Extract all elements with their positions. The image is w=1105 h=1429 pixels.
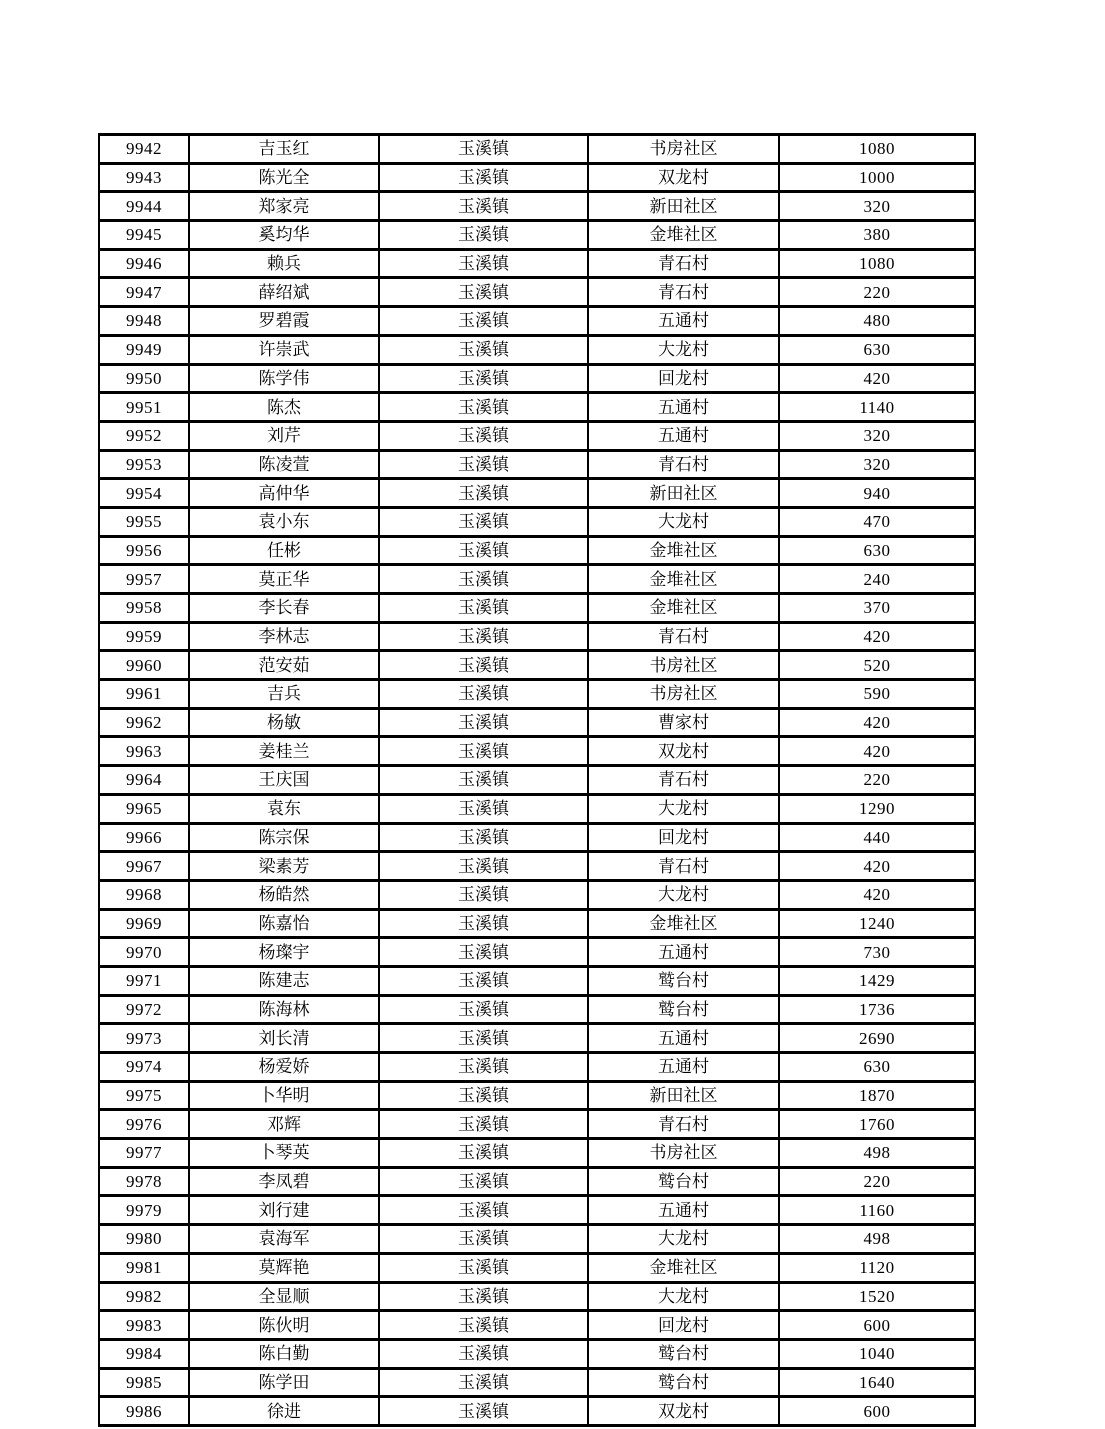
cell-town: 玉溪镇 — [379, 1024, 588, 1053]
cell-person_name: 卜琴英 — [189, 1139, 379, 1168]
cell-person_name: 徐进 — [189, 1397, 379, 1426]
table-row — [99, 1024, 975, 1053]
table-row — [99, 192, 975, 221]
cell-village: 大龙村 — [588, 507, 779, 536]
cell-town: 玉溪镇 — [379, 794, 588, 823]
cell-amount: 470 — [779, 507, 975, 536]
cell-person_name: 梁素芳 — [189, 852, 379, 881]
cell-amount: 240 — [779, 565, 975, 594]
table-row — [99, 1139, 975, 1168]
cell-amount: 420 — [779, 880, 975, 909]
cell-amount: 520 — [779, 651, 975, 680]
cell-person_name: 莫正华 — [189, 565, 379, 594]
cell-serial_number: 9981 — [99, 1253, 189, 1282]
cell-serial_number: 9977 — [99, 1139, 189, 1168]
table-row — [99, 880, 975, 909]
cell-town: 玉溪镇 — [379, 622, 588, 651]
cell-person_name: 陈杰 — [189, 393, 379, 422]
cell-village: 五通村 — [588, 1024, 779, 1053]
cell-amount: 600 — [779, 1311, 975, 1340]
cell-village: 书房社区 — [588, 651, 779, 680]
table-row — [99, 307, 975, 336]
cell-town: 玉溪镇 — [379, 479, 588, 508]
cell-village: 回龙村 — [588, 364, 779, 393]
cell-person_name: 郑家亮 — [189, 192, 379, 221]
cell-town: 玉溪镇 — [379, 1311, 588, 1340]
cell-amount: 1080 — [779, 135, 975, 164]
table-row — [99, 966, 975, 995]
cell-person_name: 袁海军 — [189, 1225, 379, 1254]
table-row — [99, 1167, 975, 1196]
table-row — [99, 794, 975, 823]
cell-serial_number: 9959 — [99, 622, 189, 651]
cell-town: 玉溪镇 — [379, 651, 588, 680]
cell-person_name: 王庆国 — [189, 766, 379, 795]
cell-amount: 420 — [779, 852, 975, 881]
cell-serial_number: 9986 — [99, 1397, 189, 1426]
cell-serial_number: 9970 — [99, 938, 189, 967]
cell-town: 玉溪镇 — [379, 1167, 588, 1196]
cell-person_name: 杨皓然 — [189, 880, 379, 909]
cell-amount: 320 — [779, 192, 975, 221]
cell-person_name: 许崇武 — [189, 335, 379, 364]
cell-village: 青石村 — [588, 622, 779, 651]
cell-town: 玉溪镇 — [379, 737, 588, 766]
cell-village: 书房社区 — [588, 1139, 779, 1168]
table-body — [99, 135, 975, 1426]
cell-town: 玉溪镇 — [379, 966, 588, 995]
cell-village: 金堆社区 — [588, 221, 779, 250]
cell-person_name: 罗碧霞 — [189, 307, 379, 336]
cell-amount: 1520 — [779, 1282, 975, 1311]
cell-town: 玉溪镇 — [379, 852, 588, 881]
cell-serial_number: 9963 — [99, 737, 189, 766]
cell-village: 五通村 — [588, 1053, 779, 1082]
table-row — [99, 450, 975, 479]
cell-town: 玉溪镇 — [379, 680, 588, 709]
cell-amount: 1080 — [779, 249, 975, 278]
cell-village: 金堆社区 — [588, 536, 779, 565]
cell-town: 玉溪镇 — [379, 565, 588, 594]
table-row — [99, 823, 975, 852]
cell-person_name: 范安茹 — [189, 651, 379, 680]
cell-person_name: 陈凌萱 — [189, 450, 379, 479]
cell-person_name: 陈白勤 — [189, 1339, 379, 1368]
cell-serial_number: 9955 — [99, 507, 189, 536]
cell-town: 玉溪镇 — [379, 421, 588, 450]
cell-village: 大龙村 — [588, 880, 779, 909]
cell-amount: 420 — [779, 364, 975, 393]
cell-village: 青石村 — [588, 249, 779, 278]
table-row — [99, 393, 975, 422]
table-row — [99, 135, 975, 164]
cell-person_name: 刘行建 — [189, 1196, 379, 1225]
cell-person_name: 陈学伟 — [189, 364, 379, 393]
table-row — [99, 421, 975, 450]
cell-serial_number: 9944 — [99, 192, 189, 221]
table-row — [99, 766, 975, 795]
cell-village: 双龙村 — [588, 163, 779, 192]
cell-town: 玉溪镇 — [379, 938, 588, 967]
cell-town: 玉溪镇 — [379, 278, 588, 307]
cell-serial_number: 9980 — [99, 1225, 189, 1254]
cell-serial_number: 9979 — [99, 1196, 189, 1225]
cell-amount: 1240 — [779, 909, 975, 938]
cell-town: 玉溪镇 — [379, 1053, 588, 1082]
cell-amount: 1429 — [779, 966, 975, 995]
cell-person_name: 陈海林 — [189, 995, 379, 1024]
table-row — [99, 1311, 975, 1340]
cell-village: 金堆社区 — [588, 565, 779, 594]
cell-person_name: 薛绍斌 — [189, 278, 379, 307]
table-row — [99, 909, 975, 938]
cell-serial_number: 9954 — [99, 479, 189, 508]
cell-village: 大龙村 — [588, 1225, 779, 1254]
cell-serial_number: 9961 — [99, 680, 189, 709]
table-row — [99, 1253, 975, 1282]
cell-village: 金堆社区 — [588, 1253, 779, 1282]
cell-serial_number: 9951 — [99, 393, 189, 422]
cell-serial_number: 9953 — [99, 450, 189, 479]
table-row — [99, 1397, 975, 1426]
cell-town: 玉溪镇 — [379, 335, 588, 364]
cell-amount: 480 — [779, 307, 975, 336]
cell-person_name: 陈宗保 — [189, 823, 379, 852]
cell-serial_number: 9983 — [99, 1311, 189, 1340]
table-row — [99, 594, 975, 623]
cell-serial_number: 9971 — [99, 966, 189, 995]
cell-serial_number: 9950 — [99, 364, 189, 393]
table-row — [99, 364, 975, 393]
cell-serial_number: 9966 — [99, 823, 189, 852]
cell-amount: 630 — [779, 536, 975, 565]
cell-person_name: 姜桂兰 — [189, 737, 379, 766]
cell-serial_number: 9957 — [99, 565, 189, 594]
cell-person_name: 李长春 — [189, 594, 379, 623]
table-row — [99, 622, 975, 651]
cell-amount: 1640 — [779, 1368, 975, 1397]
cell-village: 鹫台村 — [588, 1339, 779, 1368]
cell-serial_number: 9956 — [99, 536, 189, 565]
cell-serial_number: 9974 — [99, 1053, 189, 1082]
cell-town: 玉溪镇 — [379, 1196, 588, 1225]
cell-town: 玉溪镇 — [379, 995, 588, 1024]
cell-serial_number: 9984 — [99, 1339, 189, 1368]
table-row — [99, 1282, 975, 1311]
table-row — [99, 1081, 975, 1110]
cell-town: 玉溪镇 — [379, 364, 588, 393]
cell-person_name: 李凤碧 — [189, 1167, 379, 1196]
table-row — [99, 651, 975, 680]
cell-town: 玉溪镇 — [379, 1139, 588, 1168]
cell-person_name: 陈嘉怡 — [189, 909, 379, 938]
cell-village: 鹫台村 — [588, 966, 779, 995]
cell-amount: 320 — [779, 450, 975, 479]
cell-town: 玉溪镇 — [379, 708, 588, 737]
cell-town: 玉溪镇 — [379, 909, 588, 938]
cell-town: 玉溪镇 — [379, 135, 588, 164]
cell-serial_number: 9949 — [99, 335, 189, 364]
cell-person_name: 奚均华 — [189, 221, 379, 250]
cell-town: 玉溪镇 — [379, 1110, 588, 1139]
cell-amount: 220 — [779, 1167, 975, 1196]
cell-person_name: 袁东 — [189, 794, 379, 823]
cell-person_name: 高仲华 — [189, 479, 379, 508]
cell-amount: 730 — [779, 938, 975, 967]
cell-amount: 420 — [779, 622, 975, 651]
cell-serial_number: 9947 — [99, 278, 189, 307]
cell-village: 金堆社区 — [588, 594, 779, 623]
cell-village: 新田社区 — [588, 1081, 779, 1110]
cell-village: 青石村 — [588, 852, 779, 881]
cell-town: 玉溪镇 — [379, 823, 588, 852]
table-row — [99, 1196, 975, 1225]
cell-person_name: 邓辉 — [189, 1110, 379, 1139]
cell-town: 玉溪镇 — [379, 594, 588, 623]
cell-serial_number: 9942 — [99, 135, 189, 164]
table-row — [99, 1225, 975, 1254]
cell-amount: 420 — [779, 708, 975, 737]
cell-amount: 1870 — [779, 1081, 975, 1110]
cell-amount: 498 — [779, 1225, 975, 1254]
cell-amount: 1160 — [779, 1196, 975, 1225]
table-row — [99, 335, 975, 364]
cell-village: 大龙村 — [588, 794, 779, 823]
cell-person_name: 吉兵 — [189, 680, 379, 709]
cell-town: 玉溪镇 — [379, 450, 588, 479]
table-row — [99, 852, 975, 881]
cell-town: 玉溪镇 — [379, 221, 588, 250]
cell-person_name: 莫辉艳 — [189, 1253, 379, 1282]
cell-person_name: 杨敏 — [189, 708, 379, 737]
table-row — [99, 536, 975, 565]
cell-village: 青石村 — [588, 450, 779, 479]
cell-village: 回龙村 — [588, 823, 779, 852]
cell-town: 玉溪镇 — [379, 307, 588, 336]
cell-amount: 370 — [779, 594, 975, 623]
cell-amount: 1120 — [779, 1253, 975, 1282]
cell-person_name: 李林志 — [189, 622, 379, 651]
cell-town: 玉溪镇 — [379, 1339, 588, 1368]
cell-person_name: 刘芹 — [189, 421, 379, 450]
cell-serial_number: 9972 — [99, 995, 189, 1024]
cell-amount: 1000 — [779, 163, 975, 192]
cell-person_name: 全显顺 — [189, 1282, 379, 1311]
cell-village: 鹫台村 — [588, 1368, 779, 1397]
cell-serial_number: 9946 — [99, 249, 189, 278]
cell-village: 新田社区 — [588, 479, 779, 508]
table-row — [99, 1110, 975, 1139]
cell-village: 青石村 — [588, 766, 779, 795]
table-row — [99, 680, 975, 709]
cell-amount: 420 — [779, 737, 975, 766]
cell-amount: 380 — [779, 221, 975, 250]
cell-village: 鹫台村 — [588, 1167, 779, 1196]
cell-person_name: 赖兵 — [189, 249, 379, 278]
cell-village: 曹家村 — [588, 708, 779, 737]
cell-amount: 940 — [779, 479, 975, 508]
cell-town: 玉溪镇 — [379, 1225, 588, 1254]
cell-serial_number: 9978 — [99, 1167, 189, 1196]
table-row — [99, 565, 975, 594]
cell-amount: 440 — [779, 823, 975, 852]
cell-village: 大龙村 — [588, 335, 779, 364]
table-row — [99, 737, 975, 766]
cell-amount: 630 — [779, 1053, 975, 1082]
cell-amount: 498 — [779, 1139, 975, 1168]
cell-town: 玉溪镇 — [379, 393, 588, 422]
cell-village: 五通村 — [588, 307, 779, 336]
cell-town: 玉溪镇 — [379, 1081, 588, 1110]
cell-village: 五通村 — [588, 938, 779, 967]
cell-amount: 600 — [779, 1397, 975, 1426]
cell-amount: 1736 — [779, 995, 975, 1024]
cell-person_name: 任彬 — [189, 536, 379, 565]
cell-amount: 220 — [779, 766, 975, 795]
cell-village: 新田社区 — [588, 192, 779, 221]
cell-person_name: 袁小东 — [189, 507, 379, 536]
cell-village: 双龙村 — [588, 1397, 779, 1426]
table-row — [99, 278, 975, 307]
cell-person_name: 陈伙明 — [189, 1311, 379, 1340]
cell-village: 回龙村 — [588, 1311, 779, 1340]
cell-amount: 1760 — [779, 1110, 975, 1139]
cell-town: 玉溪镇 — [379, 880, 588, 909]
table-row — [99, 163, 975, 192]
cell-serial_number: 9965 — [99, 794, 189, 823]
cell-amount: 1040 — [779, 1339, 975, 1368]
table-row — [99, 708, 975, 737]
cell-person_name: 刘长清 — [189, 1024, 379, 1053]
cell-village: 青石村 — [588, 278, 779, 307]
table-row — [99, 479, 975, 508]
cell-amount: 1140 — [779, 393, 975, 422]
cell-serial_number: 9943 — [99, 163, 189, 192]
cell-person_name: 杨璨宇 — [189, 938, 379, 967]
cell-person_name: 陈学田 — [189, 1368, 379, 1397]
cell-village: 五通村 — [588, 1196, 779, 1225]
cell-village: 书房社区 — [588, 680, 779, 709]
cell-serial_number: 9948 — [99, 307, 189, 336]
cell-serial_number: 9976 — [99, 1110, 189, 1139]
table-row — [99, 995, 975, 1024]
table-row — [99, 507, 975, 536]
cell-serial_number: 9982 — [99, 1282, 189, 1311]
cell-village: 双龙村 — [588, 737, 779, 766]
cell-town: 玉溪镇 — [379, 536, 588, 565]
cell-town: 玉溪镇 — [379, 1282, 588, 1311]
cell-town: 玉溪镇 — [379, 163, 588, 192]
cell-person_name: 陈建志 — [189, 966, 379, 995]
cell-amount: 320 — [779, 421, 975, 450]
cell-town: 玉溪镇 — [379, 1253, 588, 1282]
cell-amount: 220 — [779, 278, 975, 307]
cell-village: 青石村 — [588, 1110, 779, 1139]
cell-amount: 590 — [779, 680, 975, 709]
table-row — [99, 1339, 975, 1368]
cell-town: 玉溪镇 — [379, 507, 588, 536]
roster-table — [98, 133, 976, 1427]
cell-serial_number: 9985 — [99, 1368, 189, 1397]
cell-serial_number: 9960 — [99, 651, 189, 680]
cell-village: 书房社区 — [588, 135, 779, 164]
cell-town: 玉溪镇 — [379, 1368, 588, 1397]
cell-serial_number: 9945 — [99, 221, 189, 250]
cell-town: 玉溪镇 — [379, 766, 588, 795]
cell-village: 金堆社区 — [588, 909, 779, 938]
cell-person_name: 杨爱娇 — [189, 1053, 379, 1082]
cell-town: 玉溪镇 — [379, 192, 588, 221]
cell-serial_number: 9968 — [99, 880, 189, 909]
table-row — [99, 221, 975, 250]
cell-village: 五通村 — [588, 421, 779, 450]
table-row — [99, 1368, 975, 1397]
cell-serial_number: 9964 — [99, 766, 189, 795]
cell-serial_number: 9952 — [99, 421, 189, 450]
cell-town: 玉溪镇 — [379, 1397, 588, 1426]
cell-person_name: 卜华明 — [189, 1081, 379, 1110]
cell-serial_number: 9962 — [99, 708, 189, 737]
cell-serial_number: 9958 — [99, 594, 189, 623]
cell-amount: 2690 — [779, 1024, 975, 1053]
table-row — [99, 1053, 975, 1082]
cell-serial_number: 9975 — [99, 1081, 189, 1110]
table-row — [99, 249, 975, 278]
cell-serial_number: 9967 — [99, 852, 189, 881]
cell-serial_number: 9973 — [99, 1024, 189, 1053]
table-row — [99, 938, 975, 967]
cell-town: 玉溪镇 — [379, 249, 588, 278]
cell-person_name: 陈光全 — [189, 163, 379, 192]
cell-person_name: 吉玉红 — [189, 135, 379, 164]
cell-amount: 630 — [779, 335, 975, 364]
cell-serial_number: 9969 — [99, 909, 189, 938]
cell-village: 鹫台村 — [588, 995, 779, 1024]
cell-village: 五通村 — [588, 393, 779, 422]
cell-amount: 1290 — [779, 794, 975, 823]
cell-village: 大龙村 — [588, 1282, 779, 1311]
